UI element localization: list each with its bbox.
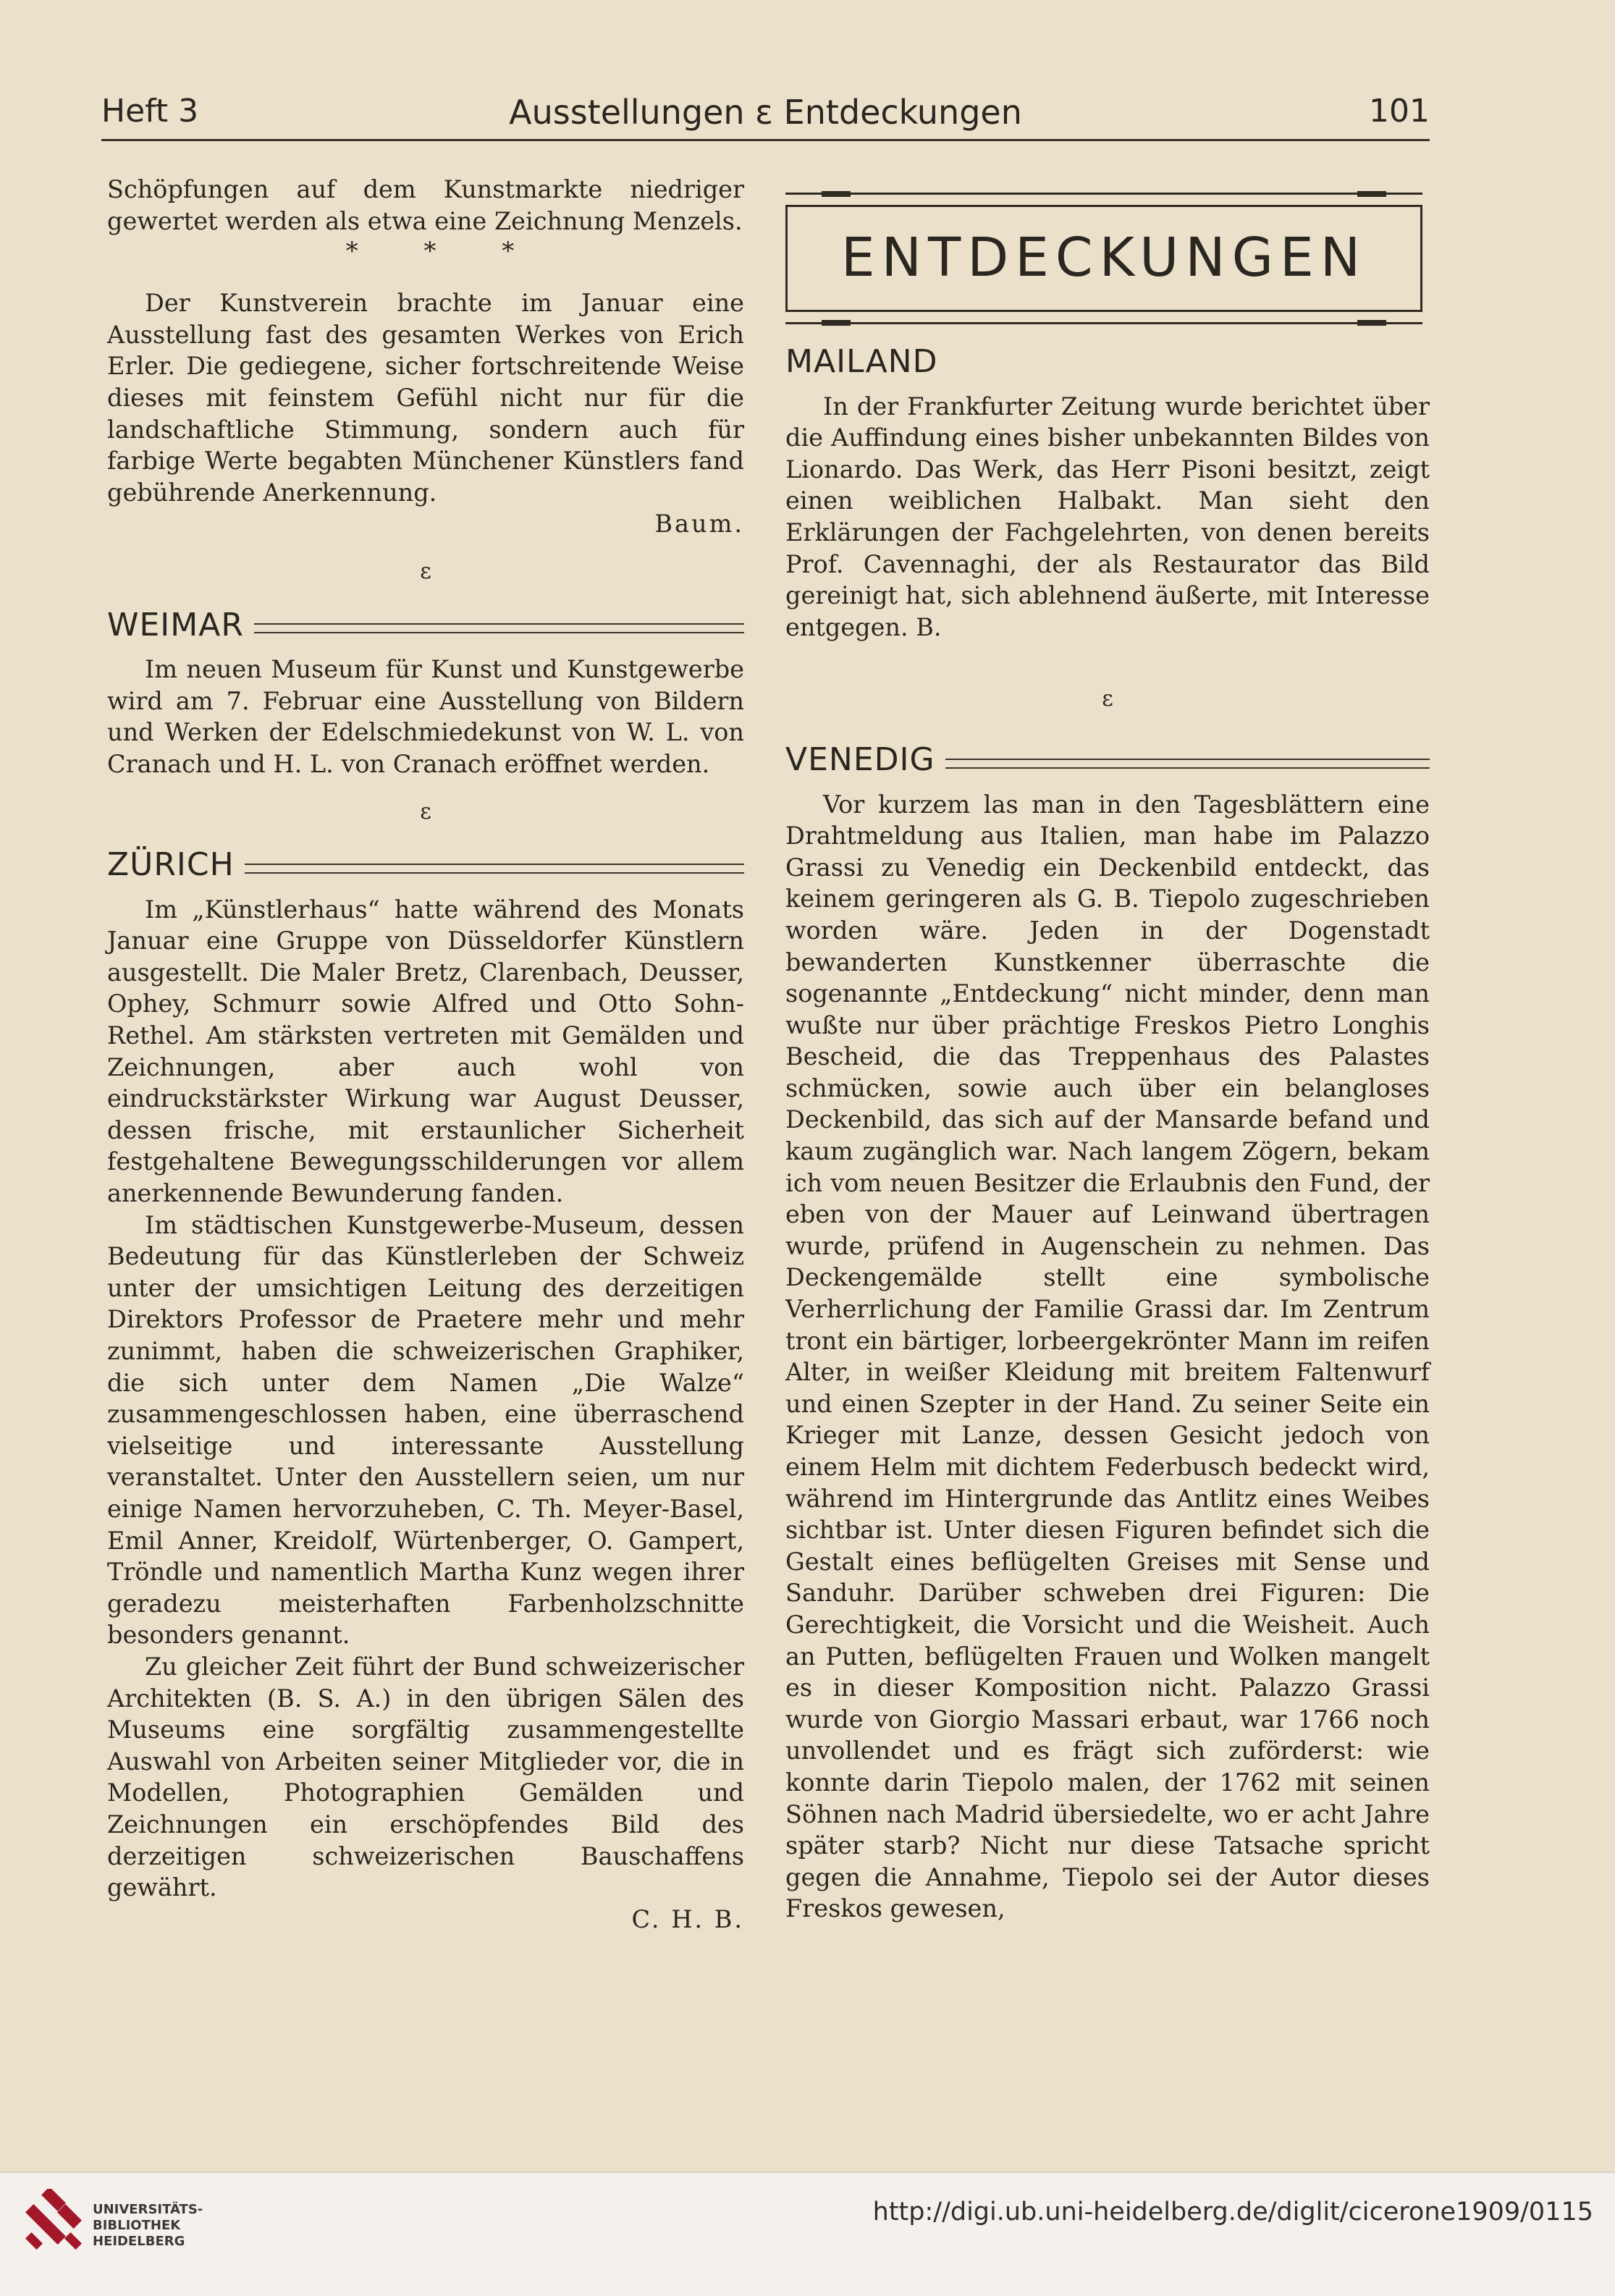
paragraph: Im „Künstlerhaus“ hatte während des Monats Januar eine Gruppe von Düsseldorfer Künstlern ausgestellt. Die Maler Bretz, Clarenbach, Deusser, Ophey, Schmurr sowie Alfred und Otto Sohn-Rethel. Am stärksten vertreten mit Gemälden und Zeichnungen, aber auch wohl von eindruckstärkster Wirkung war August Deusser, dessen frische, mit erstaunlicher Sicherheit festgehaltene Bewegungsschilderungen vor allem anerkennende Bewunderung fanden. bbox=[107, 895, 744, 1208]
permalink[interactable]: http://digi.ub.uni-heidelberg.de/diglit/cicerone1909/0115 bbox=[872, 2198, 1593, 2227]
library-name bbox=[93, 2202, 203, 2250]
asterism: * * * bbox=[345, 237, 544, 266]
paragraph: Der Kunstverein brachte im Januar eine Ausstellung fast des gesamten Werkes von Erich Erler. Die gediegene, sicher fortschreitende Weise dieses mit feinstem Gefühl nicht nur für die landschaftliche Stimmung, sondern auch für farbige Werte begabten Münchener Künstlers fand gebührende Anerkennung. bbox=[107, 289, 744, 507]
signature: C. H. B. bbox=[631, 1904, 744, 1933]
library-name-line: HEIDELBERG bbox=[93, 2234, 185, 2249]
section-rule bbox=[945, 759, 1430, 769]
banner-ornament bbox=[822, 320, 851, 326]
section-title: VENEDIG bbox=[785, 740, 935, 778]
banner-ornament bbox=[1357, 320, 1386, 326]
ornament-icon: ε bbox=[420, 558, 431, 584]
paragraph: Im städtischen Kunstgewerbe-Museum, dessen Bedeutung für das Künstlerleben der Schweiz unter der umsichtigen Leitung des derzeitigen Direktors Professor de Praetere mehr und mehr zunimmt, haben die schweizerischen Graphiker, die sich unter dem Namen „Die Walze“ zusammengeschlossen haben, eine überraschend vielseitige und interessante Ausstellung veranstaltet. Unter den Ausstellern seien, um nur einige Namen hervorzuheben, C. Th. Meyer-Basel, Emil Anner, Kreidolf, Würtenberger, O. Gampert, Tröndle und namentlich Martha Kunz wegen ihrer geradezu meisterhaften Farbenholzschnitte besonders genannt. bbox=[107, 1210, 744, 1650]
banner-ornament bbox=[1357, 191, 1386, 197]
page-number: 101 bbox=[1369, 93, 1430, 130]
section-heading-weimar bbox=[107, 606, 744, 643]
left-column bbox=[107, 174, 744, 1935]
library-name-line: UNIVERSITÄTS- bbox=[93, 2202, 203, 2217]
university-logo-icon bbox=[20, 2189, 87, 2255]
paragraph: Zu gleicher Zeit führt der Bund schweizerischer Architekten (B. S. A.) in den übrigen Sälen des Museums eine sorgfältig zusammengestellte Auswahl von Arbeiten seiner Mitglieder vor, die in Modellen, Photographien Gemälden und Zeichnungen ein erschöpfendes Bild des derzeitigen schweizerischen Bauschaffens gewährt. bbox=[107, 1652, 744, 1902]
header-rule bbox=[101, 139, 1430, 141]
paragraph: Schöpfungen auf dem Kunstmarkte niedriger gewertet werden als etwa eine Zeichnung Menzels. bbox=[107, 175, 744, 235]
running-title: Ausstellungen ε Entdeckungen bbox=[509, 93, 1022, 132]
section-title: ZÜRICH bbox=[107, 846, 235, 884]
paragraph: Vor kurzem las man in den Tagesblättern eine Drahtmeldung aus Italien, man habe im Palazzo Grassi zu Venedig ein Deckenbild entdeckt, das keinem geringeren als G. B. Tiepolo zugeschrieben worden wäre. Jeden in der Dogenstadt bewanderten Kunstkenner überraschte die sogenannte „Entdeckung“ nicht minder, denn man wußte nur über prächtige Freskos Pietro Longhis Bescheid, die das Treppenhaus des Palastes schmücken, sowie auch über ein belangloses Deckenbild, das sich auf der Mansarde befand und kaum zugänglich war. Nach langem Zögern, bekam ich vom neuen Besitzer die Erlaubnis den Fund, der eben von der Mauer auf Leinwand übertragen wurde, prüfend in Augenschein zu nehmen. Das Deckengemälde stellt eine symbolische Verherrlichung der Familie Grassi dar. Im Zentrum tront ein bärtiger, lorbeergekrönter Mann im reifen Alter, in weißer Kleidung mit breitem Faltenwurf und einen Szepter in der Hand. Zu seiner Seite ein Krieger mit Lanze, dessen Gesicht jedoch von einem Helm mit dichtem Federbusch bedeckt wird, während im Hintergrunde das Antlitz eines Weibes sichtbar ist. Unter diesen Figuren befindet sich die Gestalt eines beflügelten Greises mit Sense und Sanduhr. Darüber schweben drei Figuren: Die Gerechtigkeit, die Vorsicht und die Weisheit. Auch an Putten, beflügelten Frauen und Wolken mangelt es in dieser Komposition nicht. Palazzo Grassi wurde von Giorgio Massari erbaut, war 1766 noch unvollendet und es frägt sich zuförderst: wie konnte darin Tiepolo malen, der 1762 mit seinen Söhnen nach Madrid übersiedelte, wo er acht Jahre später starb? Nicht nur diese Tatsache spricht gegen die Annahme, Tiepolo sei der Autor dieses Freskos gewesen, bbox=[785, 790, 1430, 1923]
banner-ornament bbox=[822, 191, 851, 197]
paragraph: In der Frankfurter Zeitung wurde berichtet über die Auffindung eines bisher unbekannten Bildes von Lionardo. Das Werk, das Herr Pisoni besitzt, zeigt einen weiblichen Halbakt. Man sieht den Erklärungen der Fachgelehrten, von denen bereits Prof. Cavennaghi, der als Restaurator das Bild gereinigt hat, sich ablehnend äußerte, mit Interesse entgegen. B. bbox=[785, 392, 1430, 641]
section-heading-mailand bbox=[785, 343, 1430, 380]
right-column bbox=[785, 174, 1430, 1925]
section-banner bbox=[785, 193, 1422, 324]
running-head bbox=[101, 93, 1430, 136]
section-heading-venedig bbox=[785, 740, 1430, 778]
section-heading-zurich bbox=[107, 846, 744, 884]
signature: Baum. bbox=[654, 510, 744, 539]
section-title: WEIMAR bbox=[107, 606, 244, 643]
section-rule bbox=[254, 623, 744, 633]
banner-title: ENTDECKUNGEN bbox=[785, 205, 1422, 312]
issue-label: Heft 3 bbox=[101, 93, 199, 130]
ornament-icon: ε bbox=[420, 798, 431, 824]
library-footer bbox=[0, 2172, 1615, 2296]
section-rule bbox=[245, 864, 744, 874]
paragraph: Im neuen Museum für Kunst und Kunstgewerbe wird am 7. Februar eine Ausstellung von Bildern und Werken der Edelschmiedekunst von W. L. von Cranach und H. L. von Cranach eröffnet werden. bbox=[107, 655, 744, 778]
library-name-line: BIBLIOTHEK bbox=[93, 2218, 181, 2233]
section-title: MAILAND bbox=[785, 343, 938, 380]
ornament-icon: ε bbox=[1102, 686, 1113, 712]
